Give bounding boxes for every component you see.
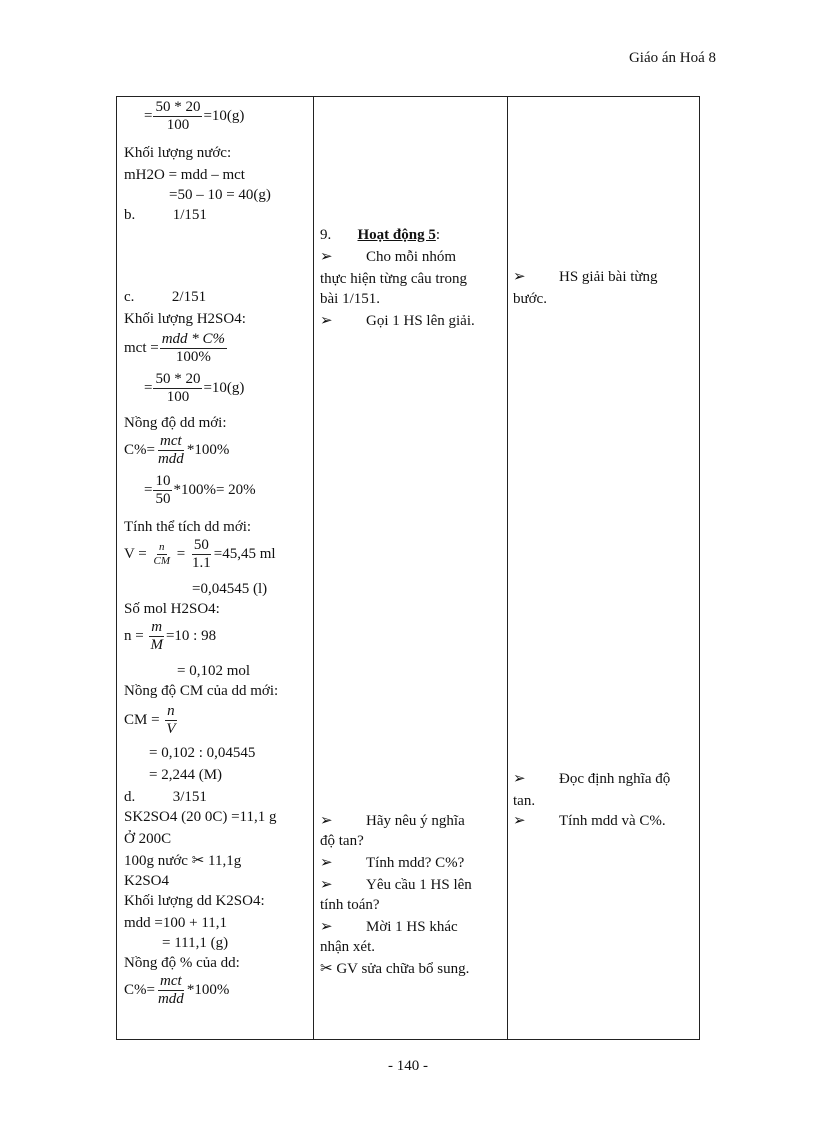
cm-label: Nồng độ CM của dd mới: — [124, 683, 279, 699]
water-salt-line: 100g nước ✂ 11,1g — [124, 853, 242, 869]
item-d: d. 3/151 — [124, 789, 207, 805]
mol-label: Số mol H2SO4: — [124, 601, 220, 617]
solubility-line: SK2SO4 (20 0C) =11,1 g — [124, 809, 277, 825]
item-c: c. 2/151 — [124, 289, 207, 305]
arrow-bullet-icon: ➢ — [320, 877, 333, 893]
final-equation: C%= $\frac{\text{mct}}{\text{mdd}}$ *100% — [124, 973, 230, 1007]
mdd-eq1: mdd =100 + 11,1 — [124, 915, 228, 931]
cm-step: = 0,102 : 0,04545 — [149, 745, 256, 761]
vol-label: Tính thể tích dd mới: — [124, 519, 252, 535]
arrow-bullet-icon: ➢ — [513, 269, 526, 285]
mct-equation: mct = $\frac{\text{mdd * C\%}}{100\%}$ — [124, 331, 226, 365]
mass-dd-label: Khối lượng dd K2SO4: — [124, 893, 265, 909]
water-eq2: =50 – 10 = 40(g) — [169, 187, 271, 203]
header-title: Giáo án Hoá 8 — [628, 50, 716, 66]
list-item: ✂ GV sửa chữa bổ sung. — [320, 961, 470, 977]
temperature-line: Ở 200C — [124, 831, 172, 847]
list-item-cont: tan. — [513, 793, 536, 809]
list-item: ➢ Cho mỗi nhóm — [320, 249, 457, 265]
mol-result: = 0,102 mol — [177, 663, 251, 679]
volume-result: =0,04545 (l) — [192, 581, 268, 597]
list-item-cont: tính toán? — [320, 897, 380, 913]
lesson-table — [116, 96, 700, 1040]
list-item-cont: nhận xét. — [320, 939, 375, 955]
list-item: ➢ Hãy nêu ý nghĩa — [320, 813, 465, 829]
item-b: b. 1/151 — [124, 207, 207, 223]
cpct-equation: C%= $\frac{\text{mct}}{\text{mdd}}$ *100% — [124, 433, 230, 467]
volume-equation: V = $\frac{n}{CM}$ = $\frac{50}{1.1}$ =45,45 ml — [124, 537, 276, 571]
water-label: Khối lượng nước: — [124, 145, 232, 161]
list-item: ➢ Đọc định nghĩa độ — [513, 771, 671, 787]
activity-heading: 9. Hoạt động 5: — [320, 227, 441, 243]
arrow-bullet-icon: ➢ — [513, 813, 526, 829]
column-divider — [507, 97, 508, 1039]
conc-pct-label: Nồng độ % của dd: — [124, 955, 240, 971]
list-item-cont: thực hiện từng câu trong — [320, 271, 468, 287]
mdd-eq2: = 111,1 (g) — [162, 935, 229, 951]
column-divider — [313, 97, 314, 1039]
arrow-bullet-icon: ➢ — [320, 919, 333, 935]
arrow-bullet-icon: ➢ — [320, 855, 333, 871]
list-item: ➢ HS giải bài từng — [513, 269, 658, 285]
list-item: ➢ Gọi 1 HS lên giải. — [320, 313, 475, 329]
arrow-bullet-icon: ➢ — [320, 313, 333, 329]
cpct-result: = $\frac{10}{50}$ *100%= 20% — [144, 473, 256, 507]
list-item: ➢ Tính mdd và C%. — [513, 813, 666, 829]
equation-line: = $\frac{50 * 20}{100}$ =10(g) — [144, 371, 245, 405]
list-item: ➢ Tính mdd? C%? — [320, 855, 465, 871]
cm-result: = 2,244 (M) — [149, 767, 223, 783]
k2so4-line: K2SO4 — [124, 873, 170, 889]
conc-label: Nồng độ dd mới: — [124, 415, 227, 431]
list-item: ➢ Mời 1 HS khác — [320, 919, 458, 935]
arrow-bullet-icon: ➢ — [320, 249, 333, 265]
page-number: - 140 - — [388, 1058, 428, 1074]
water-eq1: mH2O = mdd – mct — [124, 167, 245, 183]
arrow-bullet-icon: ➢ — [320, 813, 333, 829]
mol-equation: n = $\frac{m}{M}$ =10 : 98 — [124, 619, 217, 653]
list-item-cont: độ tan? — [320, 833, 364, 849]
h2so4-mass-label: Khối lượng H2SO4: — [124, 311, 246, 327]
arrow-bullet-icon: ➢ — [513, 771, 526, 787]
list-item-cont: bài 1/151. — [320, 291, 380, 307]
cm-equation: CM = $\frac{n}{V}$ — [124, 703, 176, 737]
list-item: ➢ Yêu cầu 1 HS lên — [320, 877, 472, 893]
list-item-cont: bước. — [513, 291, 547, 307]
equation-line: = $\frac{50 * 20}{100}$ =10(g) — [144, 99, 245, 133]
